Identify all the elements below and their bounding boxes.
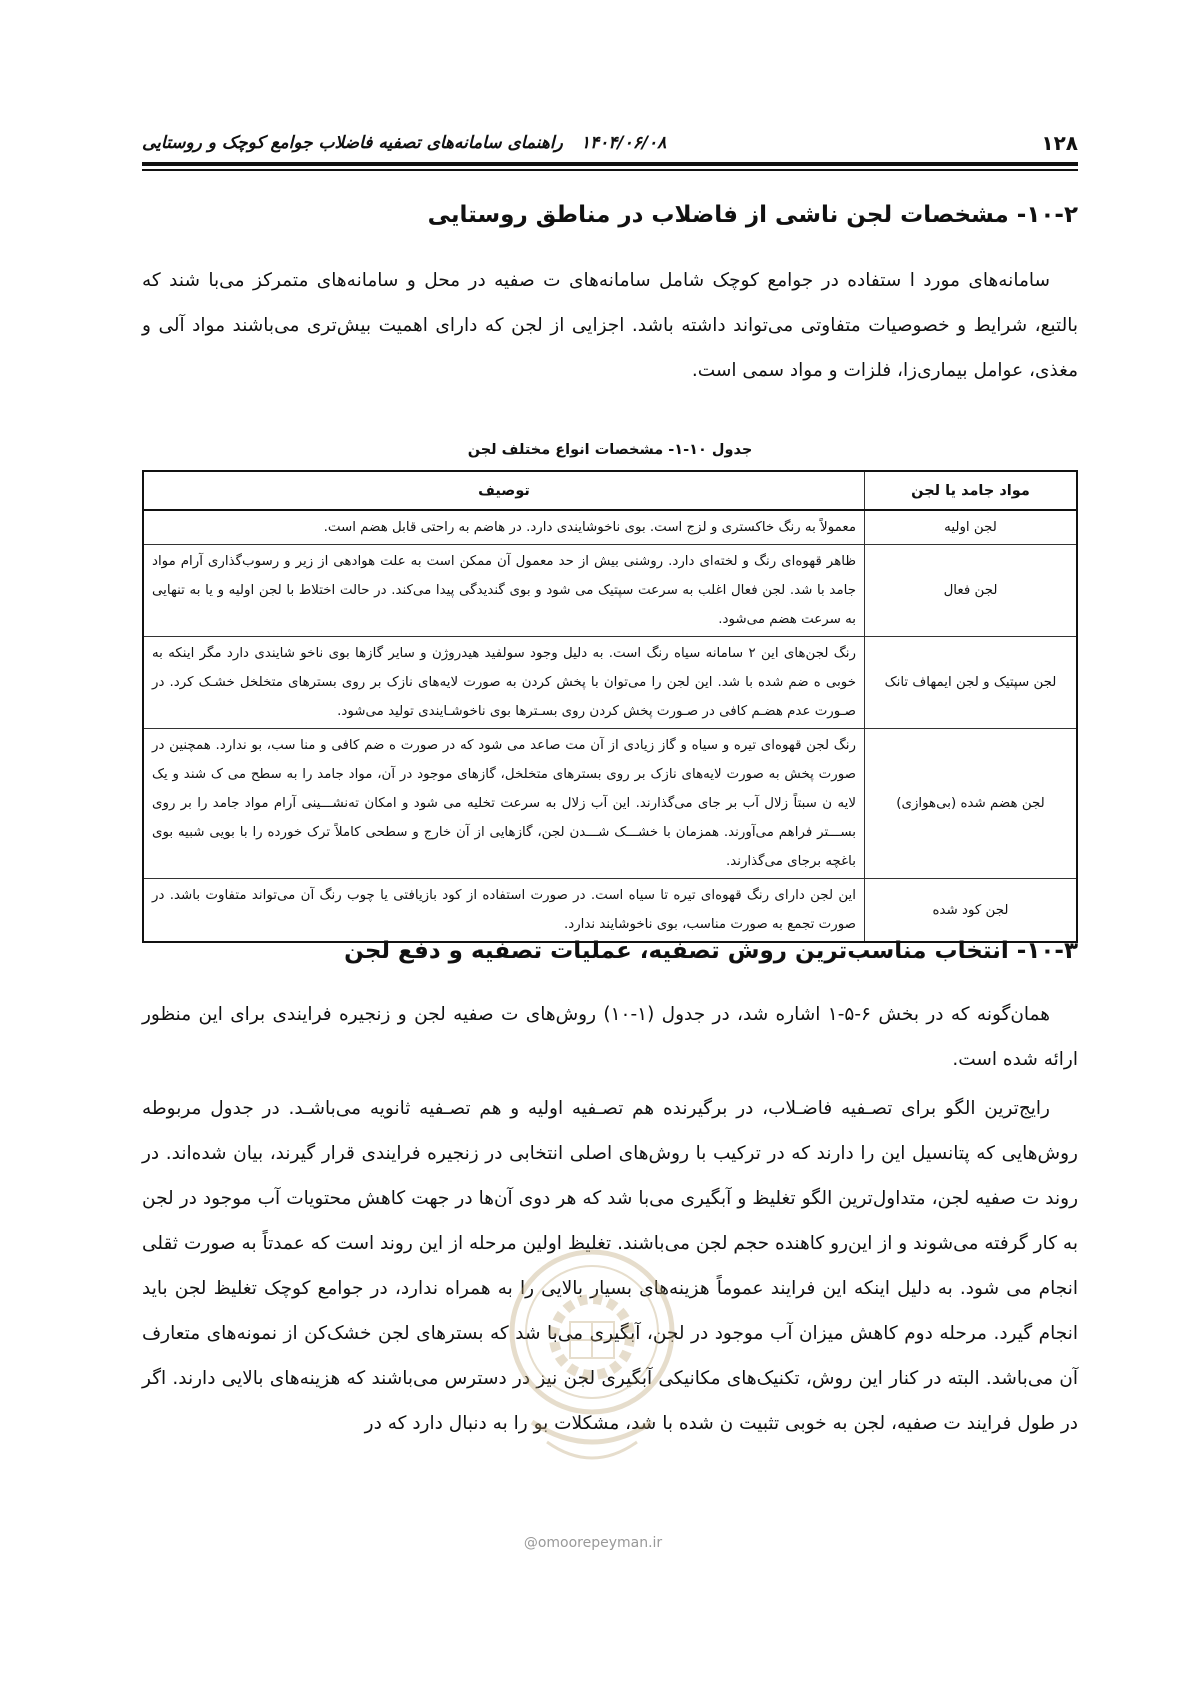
section-10-2-paragraph	[142, 258, 1078, 393]
sludge-type-cell: لجن اولیه	[865, 510, 1078, 545]
sludge-description-cell: این لجن دارای رنگ قهوه‌ای تیره تا سیاه است. در صورت استفاده از کود بازیافتی یا چوب رنگ آن می‌تواند متفاوت باشد. در صورت تجمع به صورت مناسب، بوی ناخوشایند ندارد.	[143, 879, 865, 943]
sludge-description-cell: رنگ لجن‌های این ۲ سامانه سیاه رنگ است. به دلیل وجود سولفید هیدروژن و سایر گازها بوی ناخو شایندی دارد مگر اینکه به خوبی ه ضم شده با شد. این لجن را می‌توان با پخش کردن به صورت لایه‌های نازک بر روی بسترهای متخلخل خشـک کرد. در صـورت عدم هضـم کافی در صـورت پخش کردن روی بسـترها بوی ناخوشـایندی تولید می‌شود.	[143, 637, 865, 729]
sludge-description-cell: رنگ لجن قهوه‌ای تیره و سیاه و گاز زیادی از آن مت صاعد می شود که در صورت ه ضم کافی و منا سب، بو ندارد. همچنین در صورت پخش به صورت لایه‌های نازک بر روی بسترهای متخلخل، گازهای موجود در آن، مواد جامد را به سطح می ک شند و یک لایه ن سبتاً زلال آب بر جای می‌گذارند. این آب زلال به سرعت تخلیه می شود و امکان تەنشـــینی آرام مواد جامد را بر روی بســـتر فراهم می‌آورند. همزمان با خشـــک شـــدن لجن، گازهایی از آن خارج و سطحی کاملاً ترک خورده را با بویی شبیه بوی باغچه برجای می‌گذارند.	[143, 729, 865, 879]
table-caption: جدول ۱۰-۱- مشخصات انواع مختلف لجن	[467, 442, 753, 458]
table-row	[143, 510, 1077, 545]
paragraph-text: همان‌گونه که در بخش ۶-۵-۱ اشاره شد، در جدول (۱-۱۰) روش‌های ت صفیه لجن و زنجیره فرایندی برای این منظور ارائه شده است.	[142, 1004, 1078, 1070]
sludge-description-cell: ظاهر قهوه‌ای رنگ و لخته‌ای دارد. روشنی بیش از حد معمول آن ممکن است به علت هوادهی از زیر و رسوب‌گذاری آرام مواد جامد با شد. لجن فعال اغلب به سرعت سپتیک می شود و بوی گندیدگی پیدا می‌کند. در حالت اختلاط با لجن اولیه و یا به تنهایی به سرعت هضم می‌شود.	[143, 545, 865, 637]
sludge-type-cell: لجن سپتیک و لجن ایمهاف تانک	[865, 637, 1078, 729]
sludge-table	[142, 470, 1078, 943]
table-header-row	[143, 471, 1077, 510]
header-date: ۱۴۰۴/۰۶/۰۸	[580, 133, 667, 153]
page-header	[142, 126, 1078, 160]
sludge-type-cell: لجن فعال	[865, 545, 1078, 637]
section-heading-10-3: ۱۰-۳- انتخاب مناسب‌ترین روش تصفیه، عملیات تصفیه و دفع لجن	[344, 938, 1078, 964]
paragraph-text: سامانه‌های مورد ا ستفاده در جوامع کوچک شامل سامانه‌های ت صفیه در محل و سامانه‌های متمرکز می‌با شند که بالتبع، شرایط و خصوصیات متفاوتی می‌تواند داشته باشد. اجزایی از لجن که دارای اهمیت بیش‌تری می‌باشند مواد آلی و مغذی، عوامل بیماری‌زا، فلزات و مواد سمی است.	[142, 270, 1078, 381]
table-row	[143, 637, 1077, 729]
table-row	[143, 545, 1077, 637]
sludge-type-cell: لجن هضم شده (بی‌هوازی)	[865, 729, 1078, 879]
table-row	[143, 729, 1077, 879]
watermark-url: @omoorepeyman.ir	[523, 1535, 663, 1551]
watermark-logo-icon	[492, 1242, 692, 1502]
header-rule-thick	[142, 162, 1078, 166]
section-heading-10-2: ۱۰-۲- مشخصات لجن ناشی از فاضلاب در مناطق روستایی	[427, 202, 1078, 228]
table-header-description: توصیف	[143, 471, 865, 510]
sludge-type-cell: لجن کود شده	[865, 879, 1078, 943]
paragraph-text: رایج‌ترین الگو برای تصـفیه فاضـلاب، در برگیرنده هم تصـفیه اولیه و هم تصـفیه ثانویه می‌باشـد. در جدول مربوطه روش‌هایی که پتانسیل این را دارند که در ترکیب با روش‌های اصلی انتخابی در زنجیره فرایندی قرار گیرند، بیان شده‌اند. در روند ت صفیه لجن، متداول‌ترین الگو تغلیظ و آبگیری می‌با شد که هر دوی آن‌ها در جهت کاهش محتویات آب موجود در لجن به کار گرفته می‌شوند و از این‌رو کاهنده حجم لجن می‌باشند. تغلیظ اولین مرحله از این روند است که عمدتاً به صورت ثقلی انجام می شود. به دلیل اینکه این فرایند عموماً هزینه‌های بسیار بالایی را به همراه ندارد، در جوامع کوچک تغلیظ لجن باید انجام گیرد. مرحله دوم کاهش میزان آب موجود در لجن، آبگیری می‌با شد که بسترهای لجن خشک‌کن از نمونه‌های متعارف آن می‌باشد. البته در کنار این روش، تکنیک‌های مکانیکی آبگیری لجن نیز در دسترس می‌باشند که هزینه‌های بالایی دارند. اگر در طول فرایند ت صفیه، لجن به خوبی تثبیت ن شده با شد، مشکلات بو را به دنبال دارد که در	[142, 1098, 1078, 1434]
page-number: ۱۲۸	[1041, 131, 1078, 155]
sludge-description-cell: معمولاً به رنگ خاکستری و لزج است. بوی ناخوشایندی دارد. در هاضم به راحتی قابل هضم است.	[143, 510, 865, 545]
header-rule-thin	[142, 169, 1078, 171]
table-header-type: مواد جامد یا لجن	[865, 471, 1078, 510]
header-title: راهنمای سامانه‌های تصفیه فاضلاب جوامع کوچک و روستایی	[142, 133, 563, 153]
table-row	[143, 879, 1077, 943]
